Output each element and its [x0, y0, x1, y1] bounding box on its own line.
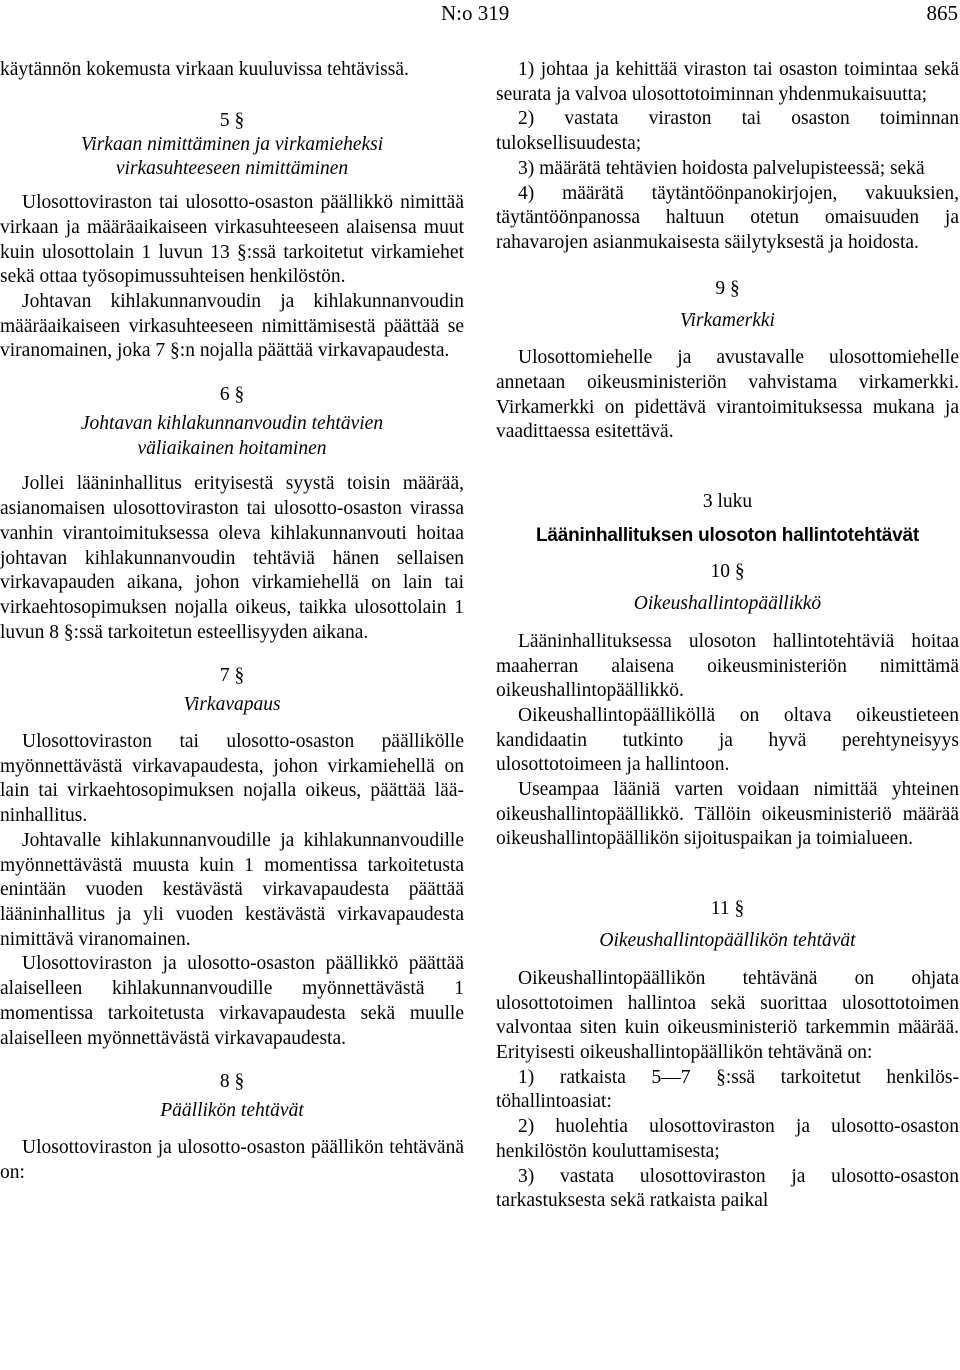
page-number: 865 — [926, 1, 958, 25]
paragraph: Ulosottoviraston tai ulosotto-osaston päällikölle myönnettävästä virkavapaudesta, johon virkamiehellä on lain tai virkaehtosopimuksen nojalla oikeus, päättää lääninhallitus. — [0, 731, 464, 827]
intro-paragraph: käytännön kokemusta virkaan kuuluvissa tehtävissä. — [0, 59, 409, 80]
chapter-title: Lääninhallituksen ulosoton hallintotehtävät — [535, 525, 920, 547]
right-column — [496, 58, 959, 1214]
list-item: 3) vastata ulosottoviraston ja ulosotto-osaston tarkastuksesta sekä ratkaista paikal — [496, 1165, 959, 1212]
paragraph: Johtavan kihlakunnanvoudin ja kihlakunnanvoudin määräaikaiseen virkasuhteeseen nimittämisestä päättää se viranomainen, joka 7 §:n nojalla päättää virkavapaudesta. — [0, 290, 464, 362]
section-title: Oikeushallintopäällikkö — [633, 593, 822, 615]
paragraph: Oikeushallintopäälliköllä on oltava oikeustieteen kandidaatin tutkinto ja hyvä perehtyneisyys ulosottotoimeen ja hallintoon. — [496, 704, 959, 776]
section-number: 6 § — [219, 384, 245, 406]
paragraph: Ulosottoviraston ja ulosotto-osaston päällikön tehtävänä on: — [0, 1136, 464, 1183]
page-header — [0, 0, 960, 34]
list-item: 1) ratkaista 5—7 §:ssä tarkoitetut henkilöstöhallintoasiat: — [496, 1066, 959, 1113]
section-number: 8 § — [219, 1071, 245, 1093]
section-title: Päällikön tehtävät — [160, 1100, 304, 1122]
paragraph: Ulosottoviraston tai ulosotto-osaston päällikkö nimittää virkaan ja määräaikaiseen virkasuhteeseen alaisensa muut kuin ulosottolain 1 luvun 13 §:ssä tarkoitetut virkamiehet sekä ottaa työsopimussuhteisen henkilöstön. — [0, 192, 464, 288]
list-item: 1) johtaa ja kehittää viraston tai osaston toimintaa sekä seurata ja valvoa ulosottotoiminnan yhdenmukaisuutta; — [496, 59, 959, 105]
paragraph: Lääninhallituksessa ulosoton hallintotehtäviä hoitaa maaherran alaisena oikeusministeriön nimittämä oikeushallintopäällikkö. — [496, 630, 959, 702]
section-title: väliaikainen hoitaminen — [137, 437, 327, 459]
section-title: Oikeushallintopäällikön tehtävät — [599, 930, 856, 952]
document-number: N:o 319 — [441, 1, 510, 25]
chapter-number: 3 luku — [702, 491, 753, 513]
section-number: 10 § — [710, 561, 745, 583]
paragraph: Ulosottoviraston ja ulosotto-osaston päällikkö päättää alaiselleen kihlakunnanvoudille myönnettävästä 1 momentissa tarkoitetusta virkavapaudesta sekä muulle alaiselleen myönnettävästä virkavapaudesta. — [0, 953, 464, 1049]
section-8-items — [496, 58, 959, 256]
section-title: virkasuhteeseen nimittäminen — [115, 158, 349, 180]
paragraph: Oikeushallintopäällikön tehtävänä on ohjata ulosottotoimen hallintoa sekä suorittaa ulosottotoimen valvontaa siten kuin oikeusministeriö tarkemmin määrää. Erityisesti oikeushallintopäällikön tehtävänä on: — [496, 967, 959, 1063]
paragraph: Johtavalle kihlakunnanvoudille ja kihlakunnanvoudille myönnettävästä muusta kuin 1 momentissa tarkoitetusta enintään vuoden kestävästä virkavapaudesta päättää lääninhallitus ja yli vuoden kestävästä virkavapaudesta nimittävä viranomainen. — [0, 829, 464, 950]
section-title: Virkavapaus — [183, 694, 281, 716]
section-title: Virkaan nimittäminen ja virkamieheksi — [80, 133, 384, 155]
list-item: 3) määrätä tehtävien hoidosta palvelupisteessä; sekä — [518, 157, 925, 179]
section-11 — [496, 896, 959, 1214]
list-item: 4) määrätä täytäntöönpanokirjojen, vakuuksien, täytäntöönpanossa haltuun otetun omaisuuden ja rahavarojen asianmukaisesta säilytyksestä ja hoidosta. — [496, 182, 959, 253]
section-number: 5 § — [219, 109, 245, 131]
section-6 — [0, 382, 464, 645]
paragraph: Jollei lääninhallitus erityisestä syystä toisin määrää, asianomaisen ulosottoviraston tai ulosotto-osaston virassa vanhin virantoimituksessa oleva kihlakunnanvouti hoitaa johtavan kihlakunnanvoudin tehtäviä hänen sellaisen virkavapauden aikana, johon virkamiehellä on lain tai virkaehtosopimuksen nojalla oikeus, taikka ulosottolain 1 luvun 8 §:ssä tarkoitetun esteellisyyden aikana. — [0, 473, 464, 643]
section-title: Johtavan kihlakunnanvoudin tehtävien — [80, 413, 384, 435]
section-title: Virkamerkki — [680, 309, 775, 331]
section-8 — [0, 1069, 464, 1185]
left-column — [0, 58, 464, 1185]
chapter-3 — [496, 489, 959, 548]
paragraph: Useampaa lääniä varten voidaan nimittää yhteinen oikeushallintopäällikkö. Tällöin oikeusministeriö määrää oikeushallintopäällikön sijoituspaikan ja toimialueen. — [496, 779, 959, 850]
section-5 — [0, 108, 464, 364]
section-9 — [496, 276, 959, 446]
list-item: 2) vastata viraston tai osaston toiminnan tuloksellisuudesta; — [496, 108, 959, 155]
paragraph: Ulosottomiehelle ja avustavalle ulosottomiehelle annetaan oikeusministeriön vahvistama virkamerkki. Virkamerkki on pidettävä virantoimituksessa mukana ja vaadittaessa esitettävä. — [496, 347, 959, 443]
section-number: 7 § — [219, 665, 245, 687]
section-10 — [496, 559, 959, 852]
section-number: 9 § — [715, 277, 740, 299]
section-number: 11 § — [710, 898, 745, 920]
list-item: 2) huolehtia ulosottoviraston ja ulosotto-osaston henkilöstön kouluttamisesta; — [496, 1116, 959, 1162]
section-7 — [0, 663, 464, 1051]
